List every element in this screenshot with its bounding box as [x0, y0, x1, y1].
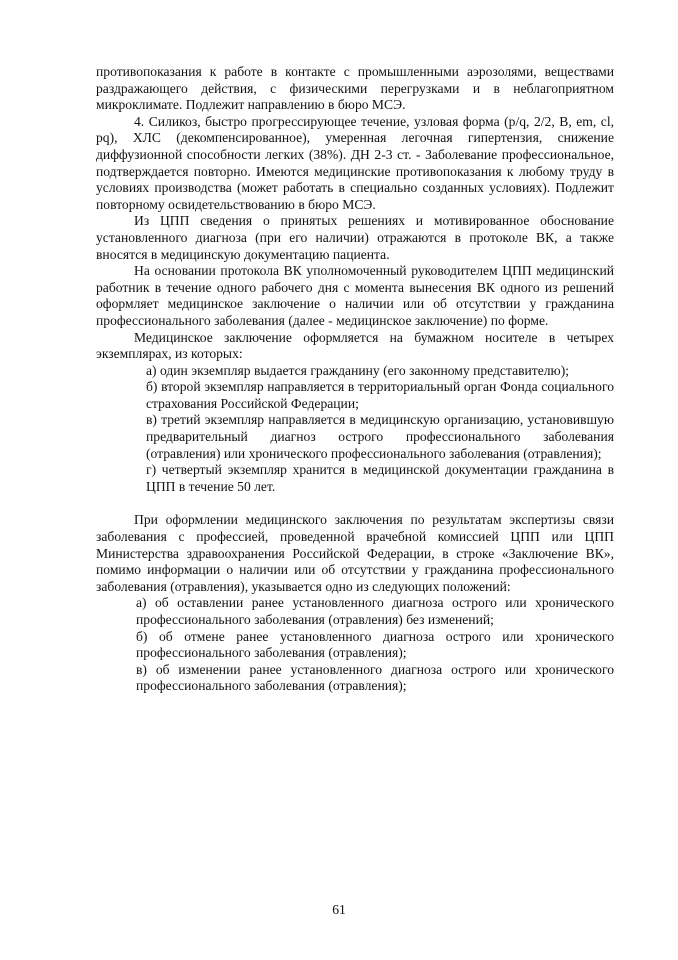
paragraph: Медицинское заключение оформляется на бумажном носителе в четырех экземплярах, из которых: [96, 329, 614, 362]
paragraph: 4. Силикоз, быстро прогрессирующее течение, узловая форма (p/q, 2/2, B, em, cl, pq), ХЛС (декомпенсированное), умеренная легочная гипертензия, снижение диффузионной способности легких (38%). ДН 2-3 ст. - Заболевание профессиональное, подтверждается повторно. Имеются медицинские противопоказания к любому труду в условиях производства (может работать в специально созданных условиях). Подлежит повторному освидетельствованию в бюро МСЭ. [96, 113, 614, 212]
list-item: а) один экземпляр выдается гражданину (его законному представителю); [146, 362, 570, 378]
paragraph: На основании протокола ВК уполномоченный руководителем ЦПП медицинский работник в течение одного рабочего дня с момента вынесения ВК одного из решений оформляет медицинское заключение о наличии или об отсутствии у гражданина профессионального заболевания (далее - медицинское заключение) по форме. [96, 263, 614, 328]
list-item: б) второй экземпляр направляется в территориальный орган Фонда социального страхования Российской Федерации; [146, 379, 614, 411]
list-item: в) об изменении ранее установленного диагноза острого или хронического профессионального заболевания (отравления); [136, 661, 614, 694]
list-item: б) об отмене ранее установленного диагноза острого или хронического профессионального заболевания (отравления); [136, 628, 614, 661]
paragraph: Из ЦПП сведения о принятых решениях и мотивированное обоснование установленного диагноза (при его наличии) отражаются в протоколе ВК, а также вносятся в медицинскую документацию пациента. [96, 213, 614, 262]
spacer [96, 495, 614, 512]
document-page [96, 64, 614, 695]
list-item: а) об оставлении ранее установленного диагноза острого или хронического профессионального заболевания (отравления) без изменений; [136, 595, 614, 627]
page-number: 61 [332, 902, 346, 917]
list-item: в) третий экземпляр направляется в медицинскую организацию, установившую предварительный диагноз острого профессионального заболевания (отравления) или хронического профессионального заболевания (отравления); [146, 412, 614, 461]
paragraph: При оформлении медицинского заключения по результатам экспертизы связи заболевания с профессией, проведенной врачебной комиссией ЦПП или ЦПП Министерства здравоохранения Российской Федерации, в строке «Заключение ВК», помимо информации о наличии или об отсутствии у гражданина профессионального заболевания (отравления), указывается одно из следующих положений: [96, 512, 614, 594]
list-item: г) четвертый экземпляр хранится в медицинской документации гражданина в ЦПП в течение 50 лет. [146, 462, 614, 494]
paragraph: противопоказания к работе в контакте с промышленными аэрозолями, веществами раздражающего действия, с физическими перегрузками и в неблагоприятном микроклимате. Подлежит направлению в бюро МСЭ. [96, 64, 614, 113]
